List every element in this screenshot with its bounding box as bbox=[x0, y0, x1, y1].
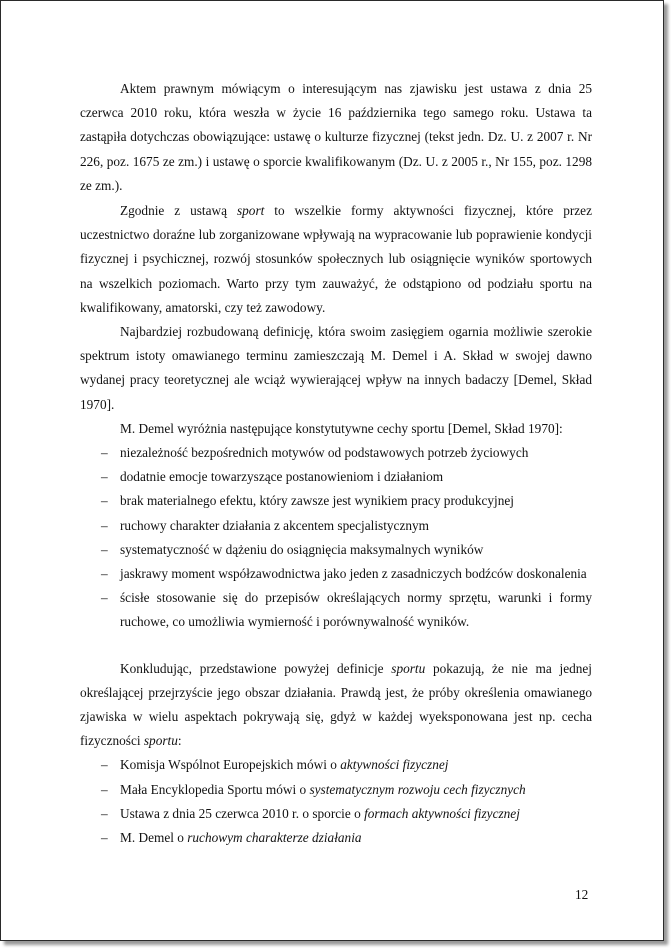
page-content bbox=[80, 77, 592, 850]
list-item bbox=[80, 802, 592, 826]
dash-bullet: – bbox=[101, 830, 108, 846]
emphasis-sport: sportu bbox=[391, 660, 426, 676]
dash-bullet: – bbox=[101, 805, 108, 821]
paragraph-conclusion bbox=[80, 657, 592, 754]
list-item-text: systematyczność w dążeniu do osiągnięcia maksymalnych wyników bbox=[120, 541, 484, 557]
dash-bullet: – bbox=[101, 541, 108, 557]
dash-bullet: – bbox=[101, 590, 108, 606]
list-item bbox=[80, 753, 592, 777]
list-item bbox=[80, 441, 592, 465]
emphasis-sport: sportu bbox=[143, 733, 178, 749]
paragraph-sport-definition bbox=[80, 199, 592, 320]
dash-bullet: – bbox=[101, 781, 108, 797]
text-span: : bbox=[177, 733, 182, 749]
text-span: pokazują, że nie ma jednej określającej przejrzyście jego obszar działania. Prawdą jest, że próby określenia omawianego zjawiska w wielu aspektach pokrywają się, gdyż w każdej wyeksponowana jest np. cecha fizyczności bbox=[80, 660, 592, 749]
list-item-text: niezależność bezpośrednich motywów od podstawowych potrzeb życiowych bbox=[120, 445, 529, 461]
list-item bbox=[80, 538, 592, 562]
text-span: to wszelkie formy aktywności fizycznej, które przez uczestnictwo doraźne lub zorganizowane wpływają na wypracowanie lub poprawienie kondycji fizycznej i psychicznej, rozwój stosunków społecznych lub osiągnięcie wyników sportowych na wszelkich poziomach. Warto przy tym zauważyć, że odstąpiono od podziału sportu na kwalifikowany, amatorski, czy też zawodowy. bbox=[80, 203, 592, 315]
dash-bullet: – bbox=[101, 469, 108, 485]
paragraph-gap bbox=[80, 635, 592, 657]
list-item bbox=[80, 514, 592, 538]
list-item-emphasis: ruchowym charakterze działania bbox=[187, 830, 362, 846]
paragraph-demel-features-intro: M. Demel wyróżnia następujące konstytutywne cechy sportu [Demel, Skład 1970]: bbox=[120, 420, 563, 436]
dash-bullet: – bbox=[101, 757, 108, 773]
list-item-text: brak materialnego efektu, który zawsze jest wynikiem pracy produkcyjnej bbox=[120, 493, 514, 509]
list-item bbox=[80, 465, 592, 489]
list-item-text: Mała Encyklopedia Sportu mówi o bbox=[120, 781, 310, 797]
list-item-emphasis: aktywności fizycznej bbox=[340, 757, 449, 773]
sources-list bbox=[80, 753, 592, 850]
list-item-text: Komisja Wspólnot Europejskich mówi o bbox=[120, 757, 341, 773]
paragraph-act: Aktem prawnym mówiącym o interesującym nas zjawisku jest ustawa z dnia 25 czerwca 2010 roku, która weszła w życie 16 października tego samego roku. Ustawa ta zastąpiła dotychczas obowiązujące: ustawę o kulturze fizycznej (tekst jedn. Dz. U. z 2007 r. Nr 226, poz. 1675 ze zm.) i ustawę o sporcie kwalifikowanym (Dz. U. z 2005 r., Nr 155, poz. 1298 ze zm.). bbox=[80, 81, 592, 193]
emphasis-sport: sport bbox=[236, 203, 265, 219]
list-item-text: ruchowy charakter działania z akcentem specjalistycznym bbox=[120, 517, 430, 533]
dash-bullet: – bbox=[101, 566, 108, 582]
list-item-text: ścisłe stosowanie się do przepisów określających normy sprzętu, warunki i formy ruchowe, co umożliwia wymierność i porównywalność wyników. bbox=[120, 590, 592, 630]
list-item-text: M. Demel o bbox=[120, 830, 188, 846]
dash-bullet: – bbox=[101, 517, 108, 533]
list-item-text: dodatnie emocje towarzyszące postanowieniom i działaniom bbox=[120, 469, 444, 485]
dash-bullet: – bbox=[101, 493, 108, 509]
list-item bbox=[80, 778, 592, 802]
list-item-emphasis: formach aktywności fizycznej bbox=[364, 805, 520, 821]
list-item-emphasis: systematycznym rozwoju cech fizycznych bbox=[309, 781, 526, 797]
list-item bbox=[101, 586, 592, 634]
features-list bbox=[80, 441, 592, 635]
dash-bullet: – bbox=[101, 445, 108, 461]
paragraph-demel-definition: Najbardziej rozbudowaną definicję, która swoim zasięgiem ogarnia możliwie szerokie spektrum istoty omawianego terminu zamieszczają M. Demel i A. Skład w swojej dawno wydanej pracy teoretycznej ale wciąż wywierającej wpływ na innych badaczy [Demel, Skład 1970]. bbox=[80, 324, 592, 412]
list-item-text: Ustawa z dnia 25 czerwca 2010 r. o sporcie o bbox=[120, 805, 365, 821]
list-item bbox=[101, 562, 592, 586]
list-item-text: jaskrawy moment współzawodnictwa jako jeden z zasadniczych bodźców doskonalenia bbox=[120, 566, 587, 582]
page-number: 12 bbox=[575, 887, 589, 902]
list-item bbox=[80, 489, 592, 513]
list-item bbox=[80, 826, 592, 850]
text-span: Zgodnie z ustawą bbox=[120, 203, 237, 219]
text-span: Konkludując, przedstawione powyżej definicje bbox=[120, 660, 392, 676]
